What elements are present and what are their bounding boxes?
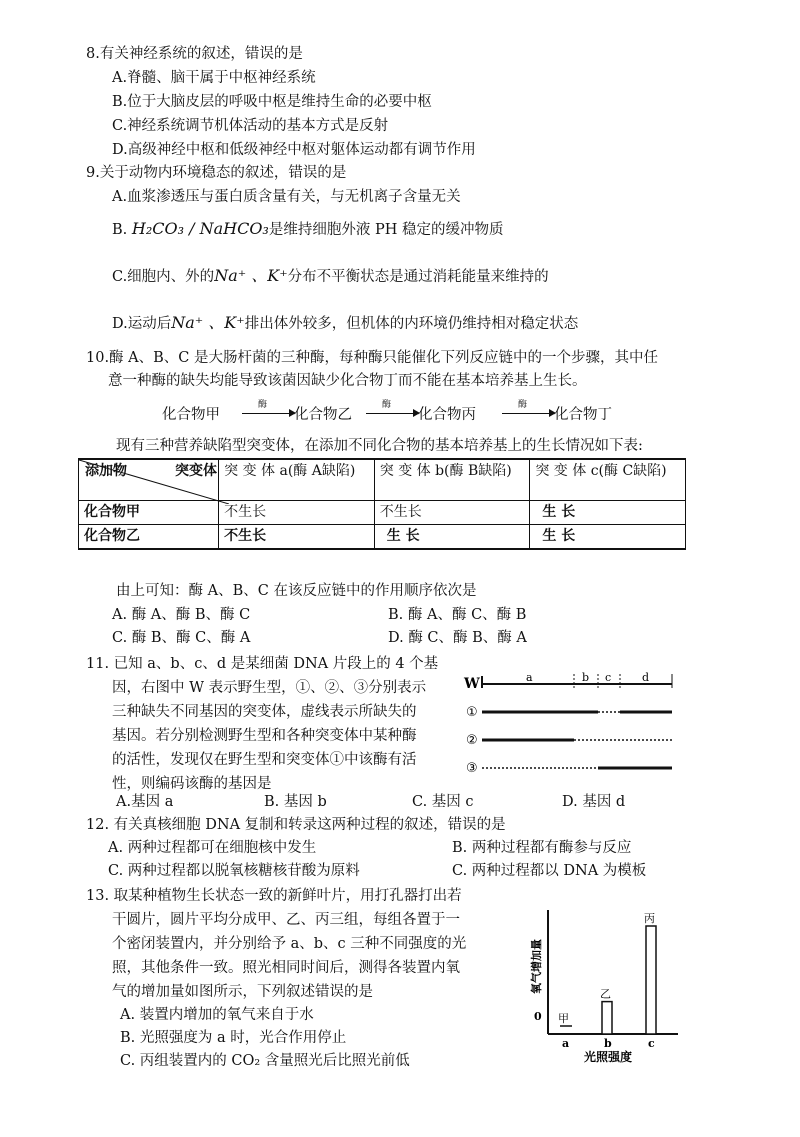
q9-option-b-text: 是维持细胞外液 PH 稳定的缓冲物质 (268, 222, 504, 238)
bar-label-c: 丙 (644, 912, 655, 925)
enzyme-label: 酶 (518, 400, 528, 410)
q13-line-5: 气的增加量如图所示，下列叙述错误的是 (112, 984, 373, 1000)
q10-option-d: D. 酶 C、酶 B、酶 A (388, 630, 527, 646)
mutant-1-label: ① (466, 705, 478, 720)
q8-option-b: B.位于大脑皮层的呼吸中枢是维持生命的必要中枢 (112, 94, 432, 110)
compound-ding: 化合物丁 (554, 407, 612, 423)
q11-option-c: C. 基因 c (412, 794, 474, 810)
gene-d-label: d (642, 671, 650, 684)
q10-stem-line1: 10.酶 A、B、C 是大肠杆菌的三种酶，每种酶只能催化下列反应链中的一个步骤，其中任 (86, 350, 658, 366)
enzyme-label: 酶 (258, 400, 268, 410)
q9-option-d-prefix: D.运动后 (112, 316, 172, 332)
q10-option-a: A. 酶 A、酶 B、酶 C (112, 607, 251, 623)
col-header-a: 突 变 体 a(酶 A缺陷) (219, 459, 375, 501)
table-row (79, 525, 686, 550)
q10-conclusion: 由上可知：酶 A、B、C 在该反应链中的作用顺序依次是 (116, 583, 477, 599)
q11-line-5: 的活性，发现仅在野生型和突变体①中该酶有活 (112, 752, 417, 768)
q13-line-2: 干圆片，圆片平均分成甲、乙、丙三组，每组各置于一 (112, 912, 460, 928)
bar-label-a: 甲 (558, 1012, 569, 1025)
table-cell: 不生长 (219, 501, 375, 525)
q10-option-c: C. 酶 B、酶 C、酶 A (112, 630, 251, 646)
q12-stem: 12. 有关真核细胞 DNA 复制和转录这两种过程的叙述，错误的是 (86, 817, 506, 833)
q11-option-a: A.基因 a (116, 794, 174, 810)
compound-bing: 化合物丙 (418, 407, 476, 423)
gene-b-label: b (582, 671, 590, 684)
table-cell: 生 长 (530, 525, 686, 550)
compound-yi: 化合物乙 (294, 407, 352, 423)
wildtype-label: W (464, 676, 480, 692)
q13-option-c: C. 丙组装置内的 CO₂ 含量照光后比照光前低 (120, 1053, 410, 1069)
table-cell: 生 长 (374, 525, 530, 550)
q12-option-b: B. 两种过程都有酶参与反应 (452, 840, 632, 856)
bar-group (558, 912, 656, 1050)
gene-deletion-figure (462, 668, 682, 783)
table-row (79, 501, 686, 525)
y-axis-label: 氧气增加量 (530, 939, 543, 994)
mutant-3-label: ③ (466, 761, 478, 776)
q9-option-b-prefix: B. (112, 222, 132, 238)
q13-option-a: A. 装置内增加的氧气来自于水 (120, 1007, 314, 1023)
corner-add-label: 添加物 (85, 463, 127, 479)
q11-option-d: D. 基因 d (562, 794, 626, 810)
col-header-b: 突 变 体 b(酶 B缺陷) (374, 459, 530, 501)
q9-stem: 9.关于动物内环境稳态的叙述，错误的是 (86, 165, 347, 181)
q9-option-c-text: 分布不平衡状态是通过消耗能量来维持的 (287, 269, 549, 285)
q11-line-4: 基因。若分别检测野生型和各种突变体中某种酶 (112, 728, 417, 744)
mutant-growth-table (78, 458, 686, 550)
mutant-2-label: ② (466, 733, 478, 748)
q11-line-1: 11. 已知 a、b、c、d 是某细菌 DNA 片段上的 4 个基 (86, 656, 439, 672)
q8-option-c: C.神经系统调节机体活动的基本方式是反射 (112, 118, 389, 134)
q9-option-d (112, 313, 578, 334)
q12-option-c: C. 两种过程都以脱氧核糖核苷酸为原料 (108, 863, 360, 879)
q9-option-c (112, 266, 549, 287)
q11-line-3: 三种缺失不同基因的突变体，虚线表示所缺失的 (112, 704, 417, 720)
pathway-arrow-2 (366, 400, 420, 425)
x-tick-b: b (604, 1037, 612, 1050)
oxygen-bar-chart (528, 906, 688, 1066)
bar-label-b: 乙 (600, 987, 611, 1001)
q8-option-d: D.高级神经中枢和低级神经中枢对躯体运动都有调节作用 (112, 142, 476, 158)
col-header-c: 突 变 体 c(酶 C缺陷) (530, 459, 686, 501)
x-axis-label: 光照强度 (584, 1050, 633, 1064)
bar-c (646, 926, 656, 1034)
q13-line-1: 13. 取某种植物生长状态一致的新鲜叶片，用打孔器打出若 (86, 888, 462, 904)
q13-option-b: B. 光照强度为 a 时，光合作用停止 (120, 1030, 347, 1046)
q10-option-b: B. 酶 A、酶 C、酶 B (388, 607, 527, 623)
gene-c-label: c (605, 671, 612, 684)
q9-option-d-text: 排出体外较多，但机体的内环境仍维持相对稳定状态 (244, 316, 579, 332)
q9-option-c-prefix: C.细胞内、外的 (112, 269, 215, 285)
pathway-arrow-1 (242, 400, 296, 425)
q9-option-b (112, 219, 503, 240)
q11-line-6: 性，则编码该酶的基因是 (112, 776, 272, 792)
q10-table-intro: 现有三种营养缺陷型突变体，在添加不同化合物的基本培养基上的生长情况如下表: (116, 438, 643, 454)
enzyme-label: 酶 (382, 400, 392, 410)
q9-option-c-ions: Na⁺ 、K⁺ (214, 266, 288, 285)
compound-jia: 化合物甲 (162, 407, 220, 423)
row-label: 化合物甲 (79, 501, 219, 525)
q8-stem: 8.有关神经系统的叙述，错误的是 (86, 46, 303, 62)
q8-option-a: A.脊髓、脑干属于中枢神经系统 (112, 70, 316, 86)
table-cell: 不生长 (374, 501, 530, 525)
table-corner-cell (79, 459, 219, 501)
table-cell: 生 长 (530, 501, 686, 525)
pathway-arrow-3 (502, 400, 556, 425)
q9-option-b-formula: H₂CO₃ / NaHCO₃ (131, 219, 269, 238)
table-cell: 不生长 (219, 525, 375, 550)
q11-option-b: B. 基因 b (264, 794, 327, 810)
q12-option-d: C. 两种过程都以 DNA 为模板 (452, 863, 647, 879)
q9-option-d-ions: Na⁺ 、K⁺ (171, 313, 245, 332)
x-tick-a: a (562, 1037, 570, 1050)
q11-line-2: 因，右图中 W 表示野生型，①、②、③分别表示 (112, 680, 427, 696)
gene-a-label: a (526, 671, 533, 684)
origin-label: 0 (534, 1010, 542, 1023)
q13-line-3: 个密闭装置内，并分别给予 a、b、c 三种不同强度的光 (112, 936, 467, 952)
q9-option-a: A.血浆渗透压与蛋白质含量有关，与无机离子含量无关 (112, 189, 461, 205)
corner-mutant-label: 突变体 (175, 463, 217, 479)
x-tick-c: c (648, 1037, 655, 1050)
q12-option-a: A. 两种过程都可在细胞核中发生 (108, 840, 317, 856)
q13-line-4: 照，其他条件一致。照光相同时间后，测得各装置内氧 (112, 960, 460, 976)
bar-b (602, 1002, 612, 1034)
q10-stem-line2: 意一种酶的缺失均能导致该菌因缺少化合物丁而不能在基本培养基上生长。 (108, 373, 587, 389)
row-label: 化合物乙 (79, 525, 219, 550)
